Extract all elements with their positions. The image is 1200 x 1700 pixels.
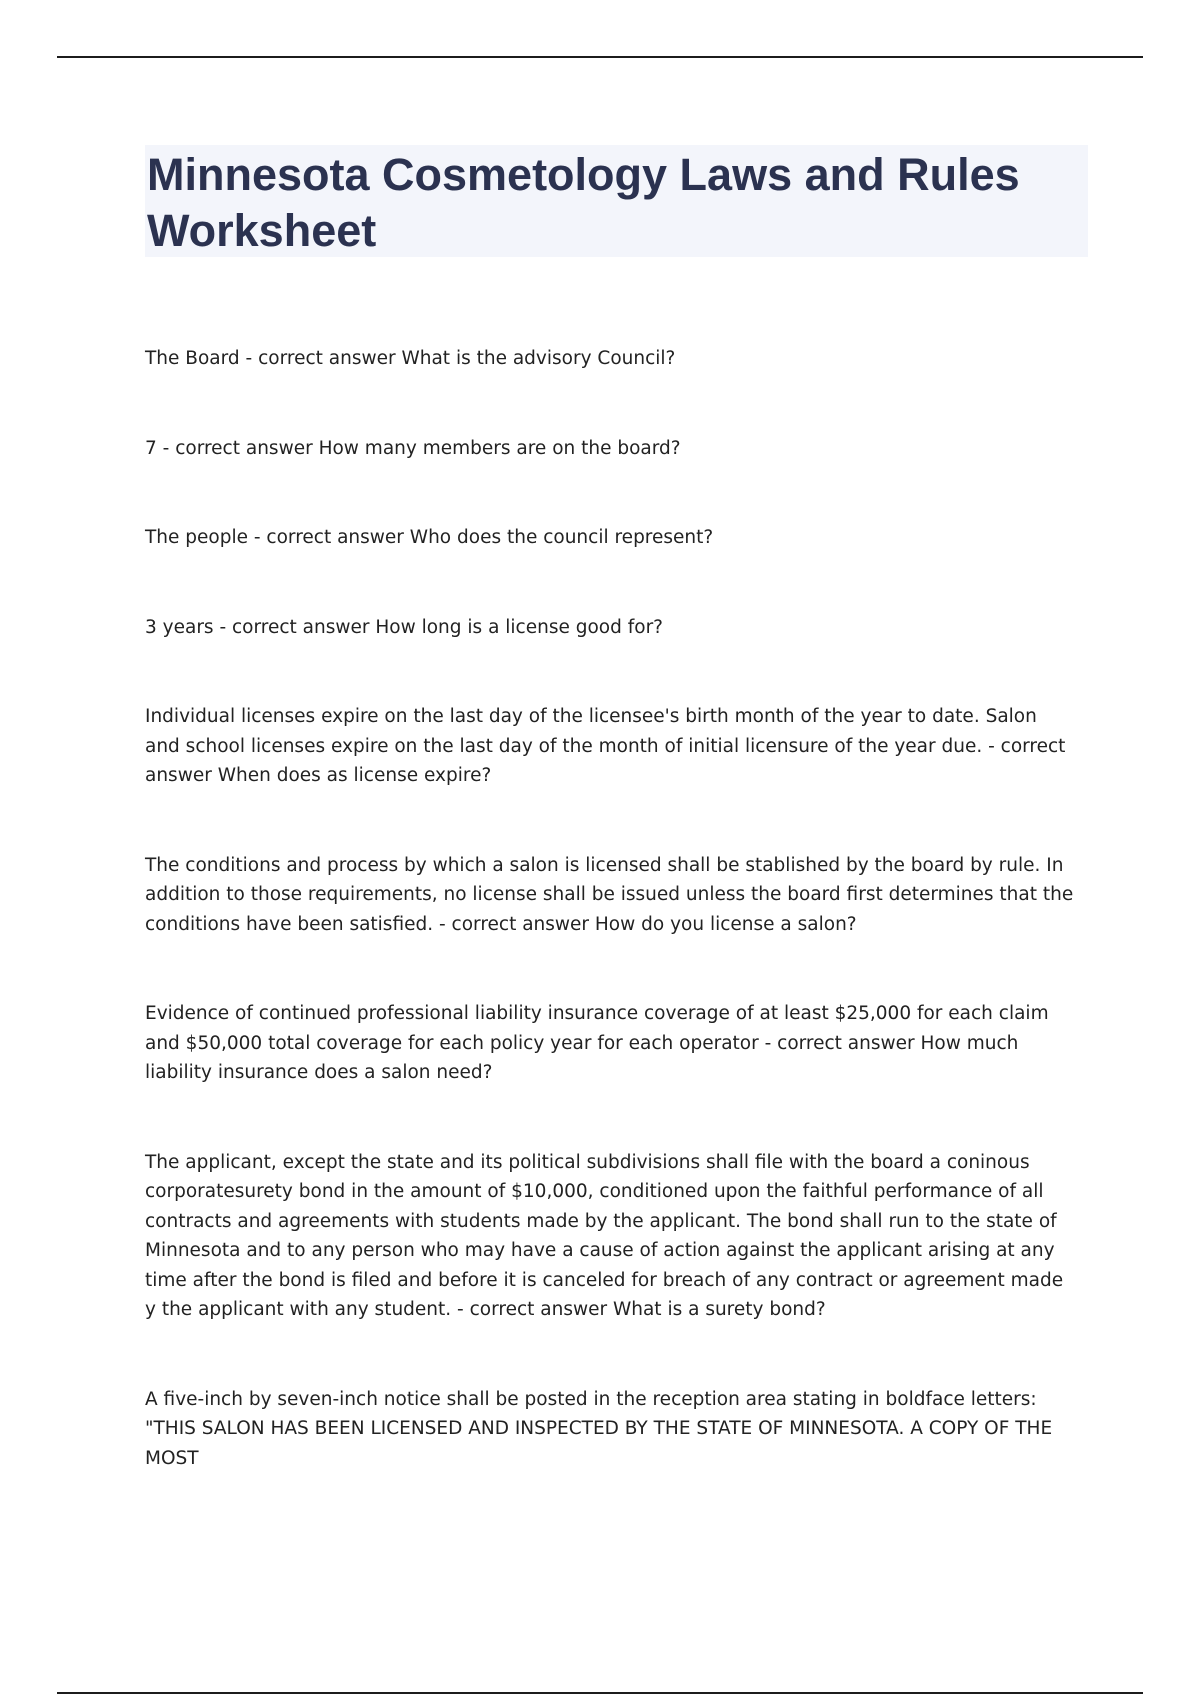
document-title: Minnesota Cosmetology Laws and Rules Worksheet [147,149,1020,256]
qa-item: The applicant, except the state and its political subdivisions shall file with the board a coninous corporatesurety bond in the amount of $10,000, conditioned upon the faithful performance of all contracts and agreements with students made by the applicant. The bond shall run to the state of Minnesota and to any person who may have a cause of action against the applicant arising at any time after the bond is filed and before it is canceled for breach of any contract or agreement made y the applicant with any student. - correct answer What is a surety bond? [145,1151,1064,1320]
question-answer-list [145,344,1075,1533]
top-rule [57,56,1143,58]
qa-item: Evidence of continued professional liability insurance coverage of at least $25,000 for each claim and $50,000 total coverage for each policy year for each operator - correct answer How much liability insurance does a salon need? [145,1003,1049,1083]
qa-item: Individual licenses expire on the last day of the licensee's birth month of the year to date. Salon and school licenses expire on the last day of the month of initial licensure of the year due. - correct answer When does as license expire? [145,706,1066,786]
qa-item: The people - correct answer Who does the council represent? [145,527,714,548]
qa-item: The Board - correct answer What is the advisory Council? [145,348,676,369]
qa-item: 7 - correct answer How many members are on the board? [145,437,681,459]
qa-item: The conditions and process by which a salon is licensed shall be stablished by the board by rule. In addition to those requirements, no license shall be issued unless the board first determines that the conditions have been satisfied. - correct answer How do you license a salon? [145,854,1074,935]
qa-item: 3 years - correct answer How long is a license good for? [145,616,663,638]
bottom-rule [57,1692,1143,1694]
title-banner [145,145,1088,257]
qa-item: A five-inch by seven-inch notice shall be posted in the reception area stating in boldface letters: "THIS SALON HAS BEEN LICENSED AND INSPECTED BY THE STATE OF MINNESOTA. A COPY OF THE MOST [145,1388,1053,1469]
